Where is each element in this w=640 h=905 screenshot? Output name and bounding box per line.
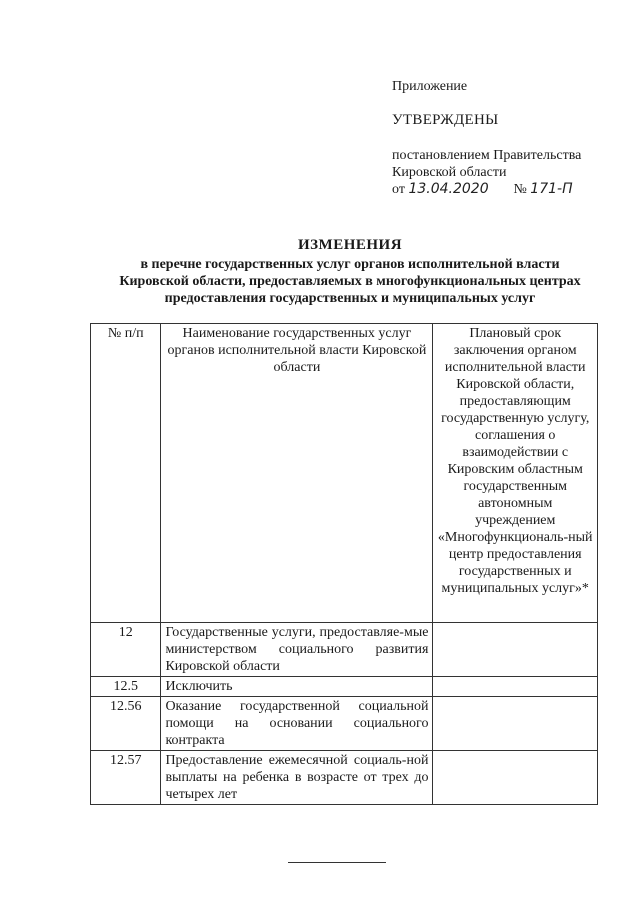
date-number-line xyxy=(392,182,573,197)
table-row xyxy=(91,751,598,805)
title-line-2: Кировской области, предоставляемых в многофункциональных центрах xyxy=(119,274,581,289)
row-num: 12 xyxy=(91,623,161,677)
approval-block xyxy=(392,78,632,198)
header-term: Плановый срок заключения органом исполнительной власти Кировской области, предоставляющим государственную услугу, соглашения о взаимодействии с Кировским областным государственным автономным учреждением «Многофункциональ-ный центр предоставления государственных и муниципальных услуг»* xyxy=(433,324,598,623)
table-row xyxy=(91,623,598,677)
closing-rule xyxy=(288,862,386,863)
document-title xyxy=(60,237,640,307)
row-num: 12.56 xyxy=(91,697,161,751)
row-num: 12.57 xyxy=(91,751,161,805)
decree-line-1: постановлением Правительства xyxy=(392,148,582,163)
row-name: Государственные услуги, предоставляе-мые министерством социального развития Кировской области xyxy=(161,623,433,677)
title-line-1: в перечне государственных услуг органов исполнительной власти xyxy=(140,257,560,272)
row-name: Оказание государственной социальной помощи на основании социального контракта xyxy=(161,697,433,751)
row-name: Предоставление ежемесячной социаль-ной выплаты на ребенка в возрасте от трех до четырех лет xyxy=(161,751,433,805)
table-header-row xyxy=(91,324,598,623)
approved-label: УТВЕРЖДЕНЫ xyxy=(392,112,499,128)
header-name: Наименование государственных услуг органов исполнительной власти Кировской области xyxy=(161,324,433,623)
services-table xyxy=(90,323,598,805)
date-prefix: от xyxy=(392,182,405,197)
number-prefix: № xyxy=(513,182,527,197)
row-name: Исключить xyxy=(161,677,433,697)
title-main: ИЗМЕНЕНИЯ xyxy=(297,237,403,253)
table-row xyxy=(91,697,598,751)
header-num: № п/п xyxy=(91,324,161,623)
appendix-label: Приложение xyxy=(392,79,468,94)
row-term xyxy=(433,677,598,697)
decree-text xyxy=(392,147,632,198)
row-term xyxy=(433,623,598,677)
table-row xyxy=(91,677,598,697)
handwritten-date: 13.04.2020 xyxy=(408,181,489,197)
title-line-3: предоставления государственных и муниципальных услуг xyxy=(164,291,536,306)
decree-line-2: Кировской области xyxy=(392,165,507,180)
row-term xyxy=(433,751,598,805)
row-num: 12.5 xyxy=(91,677,161,697)
row-term xyxy=(433,697,598,751)
handwritten-number: 171-П xyxy=(530,181,573,197)
